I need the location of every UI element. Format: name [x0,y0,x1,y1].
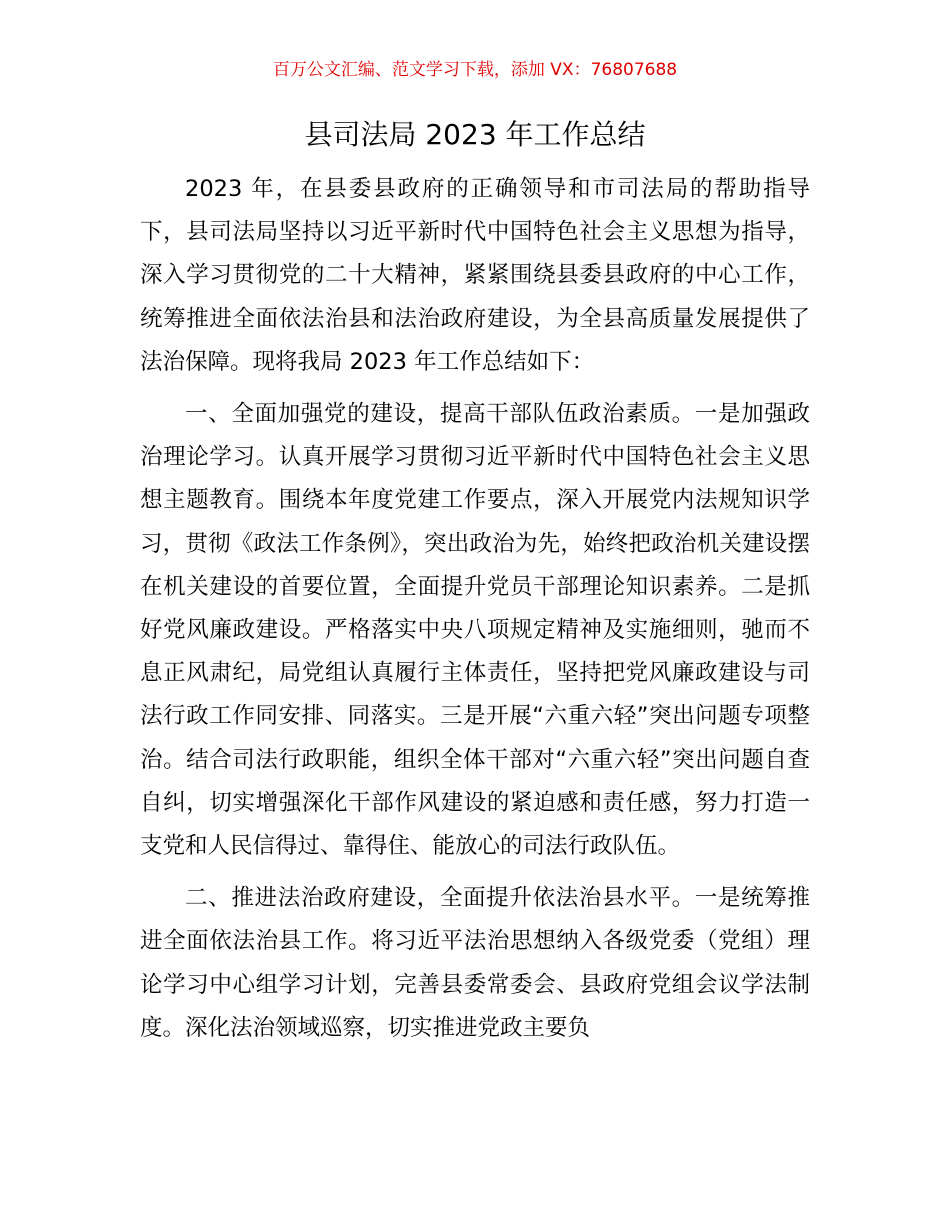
document-title: 县司法局 2023 年工作总结 [304,118,646,151]
paragraph-intro: 2023 年，在县委县政府的正确领导和市司法局的帮助指导下，县司法局坚持以习近平新时代中国特色社会主义思想为指导，深入学习贯彻党的二十大精神，紧紧围绕县委县政府的中心工作，统筹推进全面依法治县和法治政府建设，为全县高质量发展提供了法治保障。现将我局 2023 年工作总结如下： [140,176,810,375]
paragraph-section-2: 二、推进法治政府建设，全面提升依法治县水平。一是统筹推进全面依法治县工作。将习近平法治思想纳入各级党委（党组）理论学习中心组学习计划，完善县委常委会、县政府党组会议学法制度。深化法治领域巡察，切实推进党政主要负 [140,885,810,1041]
document-body [140,168,810,1059]
paragraph-section-1: 一、全面加强党的建设，提高干部队伍政治素质。一是加强政治理论学习。认真开展学习贯彻习近平新时代中国特色社会主义思想主题教育。围绕本年度党建工作要点，深入开展党内法规知识学习，贯彻《政法工作条例》，突出政治为先，始终把政治机关建设摆在机关建设的首要位置，全面提升党员干部理论知识素养。二是抓好党风廉政建设。严格落实中央八项规定精神及实施细则，驰而不息正风肃纪，局党组认真履行主体责任，坚持把党风廉政建设与司法行政工作同安排、同落实。三是开展“六重六轻”突出问题专项整治。结合司法行政职能，组织全体干部对“六重六轻”突出问题自查自纠，切实增强深化干部作风建设的紧迫感和责任感，努力打造一支党和人民信得过、靠得住、能放心的司法行政队伍。 [140,401,810,860]
header-notice: 百万公文汇编、范文学习下载，添加 VX：76807688 [272,60,678,80]
